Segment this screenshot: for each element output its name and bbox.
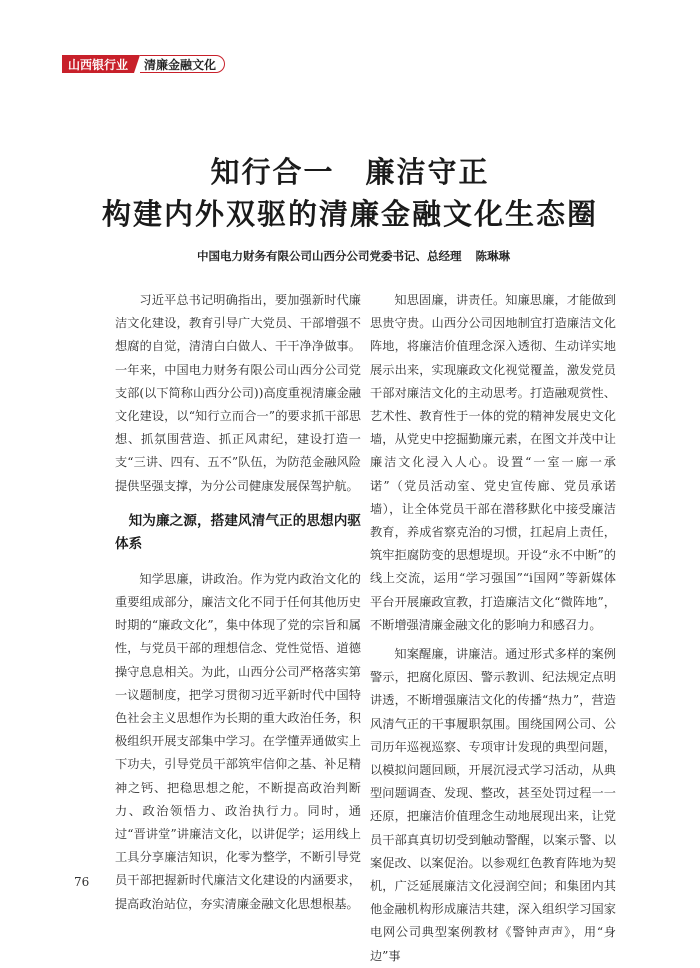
section-tag-category: 山西银行业 — [62, 55, 134, 73]
page-number: 76 — [74, 875, 90, 889]
article-title-line2: 构建内外双驱的清廉金融文化生态圈 — [101, 197, 598, 231]
body-paragraph: 知思固廉，讲责任。知廉思廉，才能做到思贵守贵。山西分公司因地制宜打造廉洁文化阵地，将廉洁价值理念深入透彻、生动详实地展示出来，实现廉政文化视觉覆盖，激发党员干部对廉洁文化的主动思考。打造融观赏性、艺术性、教育性于一体的党的精神发展史文化墙，从党史中挖掘勤廉元素，在图文并茂中让廉洁文化浸入人心。设置“一室一廊一承诺”（党员活动室、党史宣传廊、党员承诺墙），让全体党员干部在潜移默化中接受廉洁教育，养成省察克治的习惯，扛起肩上责任，筑牢拒腐防变的思想堤坝。开设“永不中断”的线上交流，运用“学习强国”“i国网”等新媒体平台开展廉政宣教，打造廉洁文化“微阵地”，不断增强清廉金融文化的影响力和感召力。 — [370, 293, 616, 632]
section-heading: 知为廉之源，搭建风清气正的思想内驱体系 — [115, 512, 361, 552]
body-paragraph: 知案醒廉，讲廉洁。通过形式多样的案例警示，把腐化原因、警示教训、纪法规定点明讲透，不断增强廉洁文化的传播“热力”，营造风清气正的干事履职氛围。围绕国网公司、公司历年巡视巡察、专项审计发现的典型问题，以模拟问题回顾，开展沉浸式学习活动，从典型问题调查、发现、整改，甚至处罚过程一一还原，把廉洁价值理念生动地展现出来，让党员干部真真切切受到触动警醒，以案示警、以案促改、以案促治。以参观红色教育阵地为契机，广泛延展廉洁文化浸润空间；和集团内其他金融机构形成廉洁共建，深入组织学习国家电网公司典型案例教材《警钟声声》，用“身边”事 — [370, 647, 616, 963]
article-byline — [197, 248, 510, 264]
intro-paragraph: 习近平总书记明确指出，要加强新时代廉洁文化建设，教育引导广大党员、干部增强不想腐的自觉，清清白白做人、干干净净做事。一年来，中国电力财务有限公司山西分公司党支部(以下简称山西分公司))高度重视清廉金融文化建设，以“知行立而合一”的要求抓干部思想、抓氛围营造、抓正风肃纪，建设打造一支“三讲、四有、五不”队伍，为防范金融风险提供坚强支撑，为分公司健康发展保驾护航。 — [115, 293, 361, 493]
author-affiliation: 中国电力财务有限公司山西分公司党委书记、总经理 — [197, 249, 462, 263]
section-tag — [62, 55, 225, 73]
author-name: 陈琳琳 — [475, 249, 510, 263]
body-paragraph: 知学思廉，讲政治。作为党内政治文化的重要组成部分，廉洁文化不同于任何其他历史时期的“廉政文化”，集中体现了党的宗旨和属性，与党员干部的理想信念、党性觉悟、道德操守息息相关。为此，山西分公司严格落实第一议题制度，把学习贯彻习近平新时代中国特色社会主义思想作为长期的重大政治任务，积极组织开展支部集中学习。在学懂弄通做实上下功夫，引导党员干部筑牢信仰之基、补足精神之钙、把稳思想之舵，不断提高政治判断力、政治领悟力、政治执行力。同时，通过“晋讲堂”讲廉洁文化，以讲促学；运用线上工具分享廉洁知识，化零为整学，不断引导党员干部把握新时代廉洁文化建设的内涵要求，提高政治站位，夯实清廉金融文化思想根基。 — [115, 571, 361, 911]
left-column — [115, 289, 361, 916]
section-tag-topic: 清廉金融文化 — [140, 55, 225, 73]
right-column — [370, 289, 616, 968]
article-title-line1: 知行合一 廉洁守正 — [210, 155, 490, 189]
